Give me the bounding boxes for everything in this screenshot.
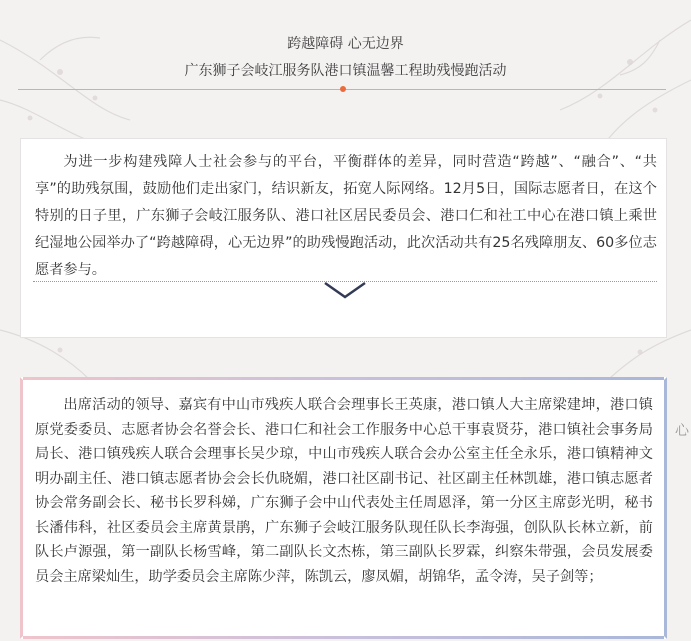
article-subtitle: 广东狮子会岐江服务队港口镇温馨工程助残慢跑活动 (184, 63, 507, 79)
intro-paragraph: 为进一步构建残障人士社会参与的平台，平衡群体的差异，同时营造“跨越”、“融合”、“共享”的助残氛围，鼓励他们走出家门，结识新友，拓宽人际网络。12月5日，国际志愿者日，在这个特别的日子里，广东狮子会岐江服务队、港口社区居民委员会、港口仁和社工中心在港口镇上乘世纪湿地公园举办了“跨越障碍，心无边界”的助残慢跑活动，此次活动共有25名残障朋友、60多位志愿者参与。 (35, 154, 657, 278)
article-header (0, 0, 691, 110)
title-divider-dot (340, 86, 346, 92)
edge-overflow-text: 心 (675, 423, 689, 439)
intro-card (20, 138, 667, 338)
guests-card (20, 377, 667, 639)
chevron-down-icon (321, 281, 369, 301)
article-title: 跨越障碍 心无边界 (287, 36, 404, 52)
guests-paragraph: 出席活动的领导、嘉宾有中山市残疾人联合会理事长王英康，港口镇人大主席梁建坤，港口镇原党委委员、志愿者协会名誉会长、港口仁和社会工作服务中心总干事袁贤芬，港口镇社会事务局局长、港口镇残疾人联合会理事长吴少琼，中山市残疾人联合会办公室主任全永乐，港口镇精神文明办副主任、港口镇志愿者协会会长仇晓媚，港口社区副书记、社区副主任林凯雄，港口镇志愿者协会常务副会长、秘书长罗科娣，广东狮子会中山代表处主任周恩泽，第一分区主席彭光明，秘书长潘伟科，社区委员会主席黄景鹃，广东狮子会岐江服务队现任队长李海强，创队队长林立新，前队长卢源强，第一副队长杨雪峰，第二副队长文杰栋，第三副队长罗霖，纠察朱带强，会员发展委员会主席梁灿生，助学委员会主席陈少萍，陈凯云，廖凤媚，胡锦华，孟令涛，吴子剑等； (35, 397, 653, 585)
